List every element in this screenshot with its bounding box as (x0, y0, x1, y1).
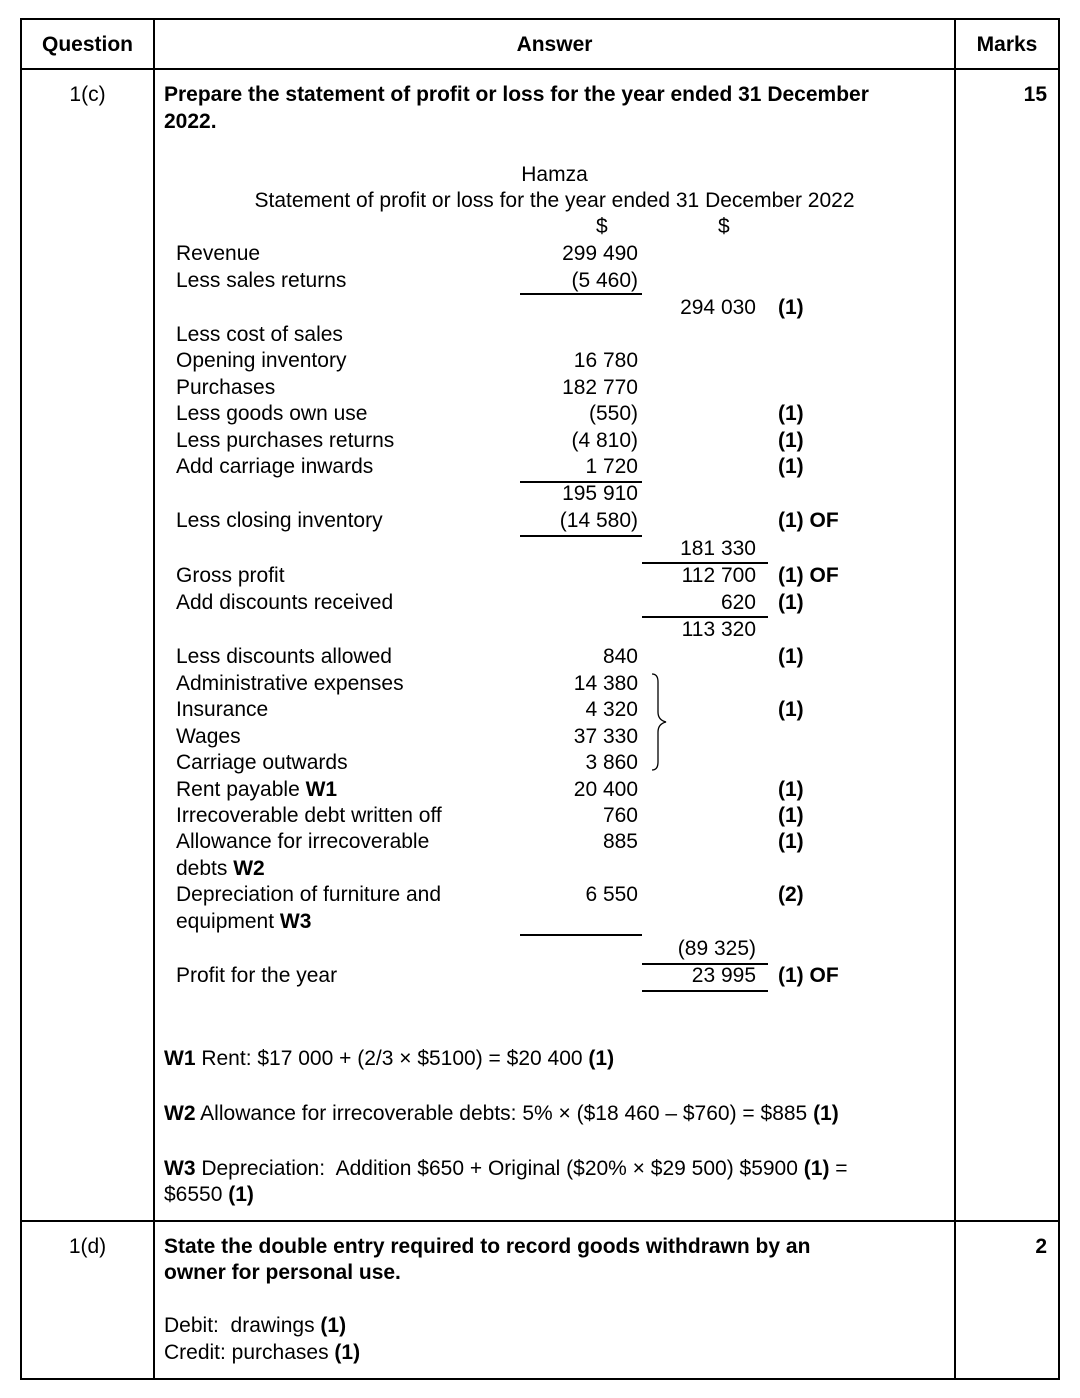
brace-expense-group (648, 672, 672, 772)
row-mark: (1) (778, 429, 804, 452)
row-mark: (1) (778, 296, 804, 319)
working-w3-mark2: (1) (228, 1183, 254, 1206)
working-w1-ref: W1 (164, 1047, 196, 1070)
row-mark: (1) (778, 778, 804, 801)
row-label-text: Depreciation of furniture and (176, 883, 441, 906)
underline-total-expenses (642, 963, 768, 965)
question-number-1c: 1(c) (69, 83, 106, 106)
row-amount-col1: 885 (602, 830, 638, 853)
table-border-top (20, 18, 1060, 20)
row-label (176, 348, 346, 375)
row-label (176, 724, 241, 751)
row-amount-col1: 182 770 (562, 376, 638, 399)
row-label-text: Carriage outwards (176, 751, 348, 774)
row-label-text: Irrecoverable debt written off (176, 804, 442, 827)
answer-debit-mark: (1) (320, 1314, 347, 1337)
column-head-dollar-1: $ (596, 215, 608, 238)
row-label-text: Administrative expenses (176, 672, 404, 695)
row-mark: (1) OF (778, 564, 839, 587)
row-label-ref: W3 (279, 910, 312, 933)
row-label (176, 671, 404, 698)
row-amount-col1: 840 (602, 645, 638, 668)
row-label (176, 909, 311, 936)
business-name: Hamza (521, 163, 588, 186)
row-label-text: Less purchases returns (176, 429, 395, 452)
row-label-text: Opening inventory (176, 349, 347, 372)
row-label-text: Less goods own use (176, 402, 368, 425)
underline-closing-inventory (520, 535, 642, 537)
row-amount-col1: 20 400 (573, 778, 638, 801)
row-amount-col1: 3 860 (585, 751, 638, 774)
table-border-left (20, 18, 22, 1380)
row-label-text: Insurance (176, 698, 269, 721)
header-row-divider (20, 68, 1060, 70)
row-amount-col1: 195 910 (562, 482, 638, 505)
working-w1-text: Rent: $17 000 + (2/3 × $5100) = $20 400 (195, 1047, 589, 1070)
row-label (176, 856, 265, 883)
row-label (176, 697, 268, 724)
row-mark: (2) (778, 883, 804, 906)
underline-expenses (520, 934, 642, 936)
header-question: Question (41, 33, 133, 56)
answer-credit (164, 1340, 360, 1367)
working-w3-text: Depreciation: Addition $650 + Original ($20% × $29 500) $5900 (195, 1157, 804, 1180)
answer-debit (164, 1313, 346, 1340)
row-label (176, 322, 343, 349)
answer-credit-text: Credit: purchases (164, 1341, 335, 1364)
row-label (176, 375, 275, 402)
row-label-text: debts (176, 857, 228, 880)
marks-1c: 15 (1023, 83, 1047, 106)
row-mark: (1) (778, 804, 804, 827)
row-label (176, 401, 367, 428)
row-label (176, 563, 285, 590)
row-label-text: Purchases (176, 376, 276, 399)
question-prompt-1c-line1: Prepare the statement of profit or loss for the year ended 31 December (164, 83, 869, 106)
statement-title: Statement of profit or loss for the year ended 31 December 2022 (254, 189, 855, 212)
row-mark: (1) (778, 645, 804, 668)
row-amount-col1: 299 490 (562, 242, 638, 265)
question-number-1d: 1(d) (68, 1235, 107, 1258)
row-amount-col2: (89 325) (677, 937, 756, 960)
working-w2 (164, 1101, 839, 1128)
row-label (176, 268, 346, 295)
row-amount-col1: 4 320 (585, 698, 638, 721)
row-mark: (1) (778, 830, 804, 853)
working-w2-text: Allowance for irrecoverable debts: 5% × ($18 460 – $760) = $885 (195, 1102, 814, 1125)
row-label-text: Less discounts allowed (176, 645, 392, 668)
row-amount-col1: (5 460) (571, 269, 638, 292)
row-label-text: Add discounts received (176, 591, 394, 614)
row-amount-col2: 620 (720, 591, 756, 614)
working-w3-line1 (164, 1156, 848, 1183)
row-mark: (1) (778, 698, 804, 721)
marks-1d: 2 (1035, 1235, 1047, 1258)
row-label (176, 963, 337, 990)
row-label-text: Gross profit (176, 564, 285, 587)
question-prompt-1d-line1: State the double entry required to record goods withdrawn by an (164, 1235, 811, 1258)
underline-carriage-inwards (520, 481, 642, 483)
row-amount-col2: 181 330 (680, 537, 756, 560)
underline-sales-returns (520, 293, 642, 295)
question-prompt-1d-line2: owner for personal use. (164, 1261, 401, 1284)
working-w1 (164, 1046, 614, 1073)
row-label-ref: W2 (233, 857, 265, 880)
row-label (176, 644, 392, 671)
row-amount-col1: 6 550 (585, 883, 638, 906)
header-marks: Marks (976, 33, 1038, 56)
row-amount-col1: 16 780 (573, 349, 638, 372)
row-label-text: Add carriage inwards (176, 455, 374, 478)
answer-credit-mark: (1) (334, 1341, 361, 1364)
row-label-text: Revenue (176, 242, 261, 265)
row-amount-col1: (550) (588, 402, 638, 425)
underline-discounts-received (642, 616, 768, 618)
row-label (176, 777, 337, 804)
working-w3-text-end: = (829, 1157, 848, 1180)
row-label (176, 241, 260, 268)
row-label (176, 590, 393, 617)
row-label-ref: W1 (305, 778, 338, 801)
answer-debit-text: Debit: drawings (164, 1314, 321, 1337)
row-label-text: Less cost of sales (176, 323, 343, 346)
row-amount-col1: 760 (602, 804, 638, 827)
row-mark: (1) (778, 591, 804, 614)
row-mark: (1) OF (778, 964, 839, 987)
underline-cost-of-sales (642, 562, 768, 564)
column-head-dollar-2: $ (718, 215, 730, 238)
row-amount-col2: 294 030 (680, 296, 756, 319)
underline-profit (642, 990, 768, 992)
header-answer: Answer (516, 33, 593, 56)
row-label (176, 454, 373, 481)
row-label (176, 428, 394, 455)
row-label-text: Less closing inventory (176, 509, 383, 532)
row-amount-col2: 112 700 (681, 564, 756, 587)
row-label-text: Rent payable (176, 778, 300, 801)
working-w3-mark1: (1) (803, 1157, 830, 1180)
row-amount-col1: 1 720 (585, 455, 638, 478)
question-row-divider (20, 1220, 1060, 1222)
row-amount-col1: 37 330 (573, 725, 638, 748)
row-label-text: Allowance for irrecoverable (176, 830, 430, 853)
working-w3-line2-text: $6550 (164, 1183, 229, 1206)
row-amount-col1: 14 380 (573, 672, 638, 695)
column-divider-marks (954, 18, 956, 1380)
working-w3-ref: W3 (164, 1157, 196, 1180)
row-mark: (1) OF (778, 509, 839, 532)
row-mark: (1) (778, 455, 804, 478)
working-w2-ref: W2 (164, 1102, 196, 1125)
table-border-right (1058, 18, 1060, 1380)
row-label-text: equipment (176, 910, 275, 933)
working-w2-mark: (1) (813, 1102, 839, 1125)
row-label (176, 803, 442, 830)
row-amount-col2: 23 995 (691, 964, 756, 987)
row-label-text: Profit for the year (176, 964, 338, 987)
row-amount-col2: 113 320 (681, 618, 756, 641)
working-w1-mark: (1) (588, 1047, 615, 1070)
question-prompt-1c-line2: 2022. (164, 110, 217, 133)
row-amount-col1: (14 580) (559, 509, 638, 532)
row-mark: (1) (778, 402, 804, 425)
table-border-bottom (20, 1378, 1060, 1380)
row-label (176, 882, 441, 909)
column-divider-question (153, 18, 155, 1380)
row-amount-col1: (4 810) (571, 429, 638, 452)
row-label (176, 829, 429, 856)
row-label-text: Less sales returns (176, 269, 347, 292)
row-label (176, 508, 383, 535)
row-label (176, 750, 348, 777)
row-label-text: Wages (176, 725, 241, 748)
working-w3-line2 (164, 1182, 254, 1209)
